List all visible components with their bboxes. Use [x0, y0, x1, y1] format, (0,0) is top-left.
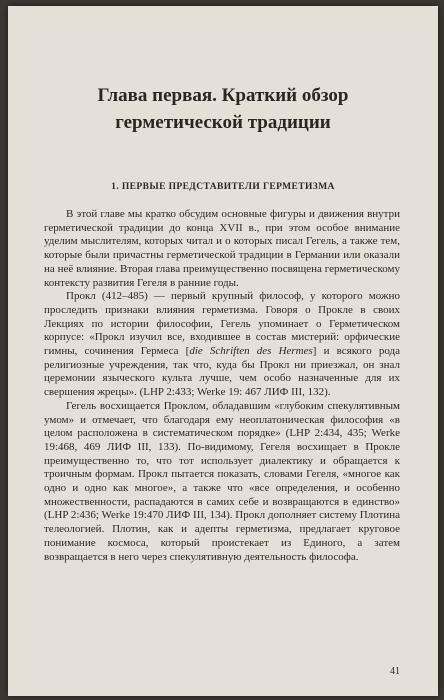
book-page [8, 6, 438, 696]
paragraph-3: Гегель восхищается Проклом, обладавшим «глубоким спекулятивным умом» и отмечает, что благодаря ему неоплатоническая философия «в целом расположена в систематическом порядке» (LHP 2:434, 435; Werke 19:468, 469 ЛИФ III, 133). По-видимому, Гегеля восхищает в Прокле преимущественно то, что тот использует диалектику и обращается к троичным формам. Прокл пытается показать, словами Гегеля, «многое как одно и одно как многое», а также что «все определения, и особенно множественности, распадаются в самих себе и возвращаются в единство» (LHP 2:436; Werke 19:470 ЛИФ III, 134). Прокл дополняет систему Плотина телеологией. Плотин, как и адепты герметизма, предлагает круговое понимание космоса, который проистекает из Единого, а затем возвращается в него через спекулятивную деятельность философа. [44, 399, 400, 563]
chapter-title-line-1: Глава первая. Краткий обзор [97, 85, 349, 106]
paragraph-2 [44, 290, 400, 400]
body-text [44, 208, 400, 564]
page-number: 41 [390, 666, 400, 677]
chapter-title-line-2: герметической традиции [115, 112, 331, 133]
chapter-title [28, 82, 418, 136]
paragraph-2-italic: die Schriften des Hermes [189, 345, 313, 358]
paragraph-2-part-b: ] и всякого рода религиозные учреждения, так что, куда бы Прокл ни приезжал, он знал церемонии языческого культа лучше, чем особо назначенные для их свершения жрецы». (LHP 2:433; Werke 19: 467 ЛИФ III, 132). [44, 345, 401, 399]
paragraph-1: В этой главе мы кратко обсудим основные фигуры и движения внутри герметической традиции до конца XVII в., при этом особое внимание уделим мыслителям, которых читал и о которых писал Гегель, а также тем, которые были причастны герметической традиции в Германии или оказали на неё влияние. Вторая глава преимущественно посвящена герметическому контексту развития Гегеля в ранние годы. [44, 208, 400, 289]
paragraph-2-part-a: Прокл (412–485) — первый крупный философ, у которого можно проследить признаки влияния герметизма. Говоря о Прокле в своих Лекциях по истории философии, Гегель упоминает о Герметическом корпусе: «Прокл изучил все, входившее в состав мистерий: орфические гимны, сочинения Гермеса [ [44, 290, 400, 358]
section-heading: 1. ПЕРВЫЕ ПРЕДСТАВИТЕЛИ ГЕРМЕТИЗМА [111, 182, 335, 192]
